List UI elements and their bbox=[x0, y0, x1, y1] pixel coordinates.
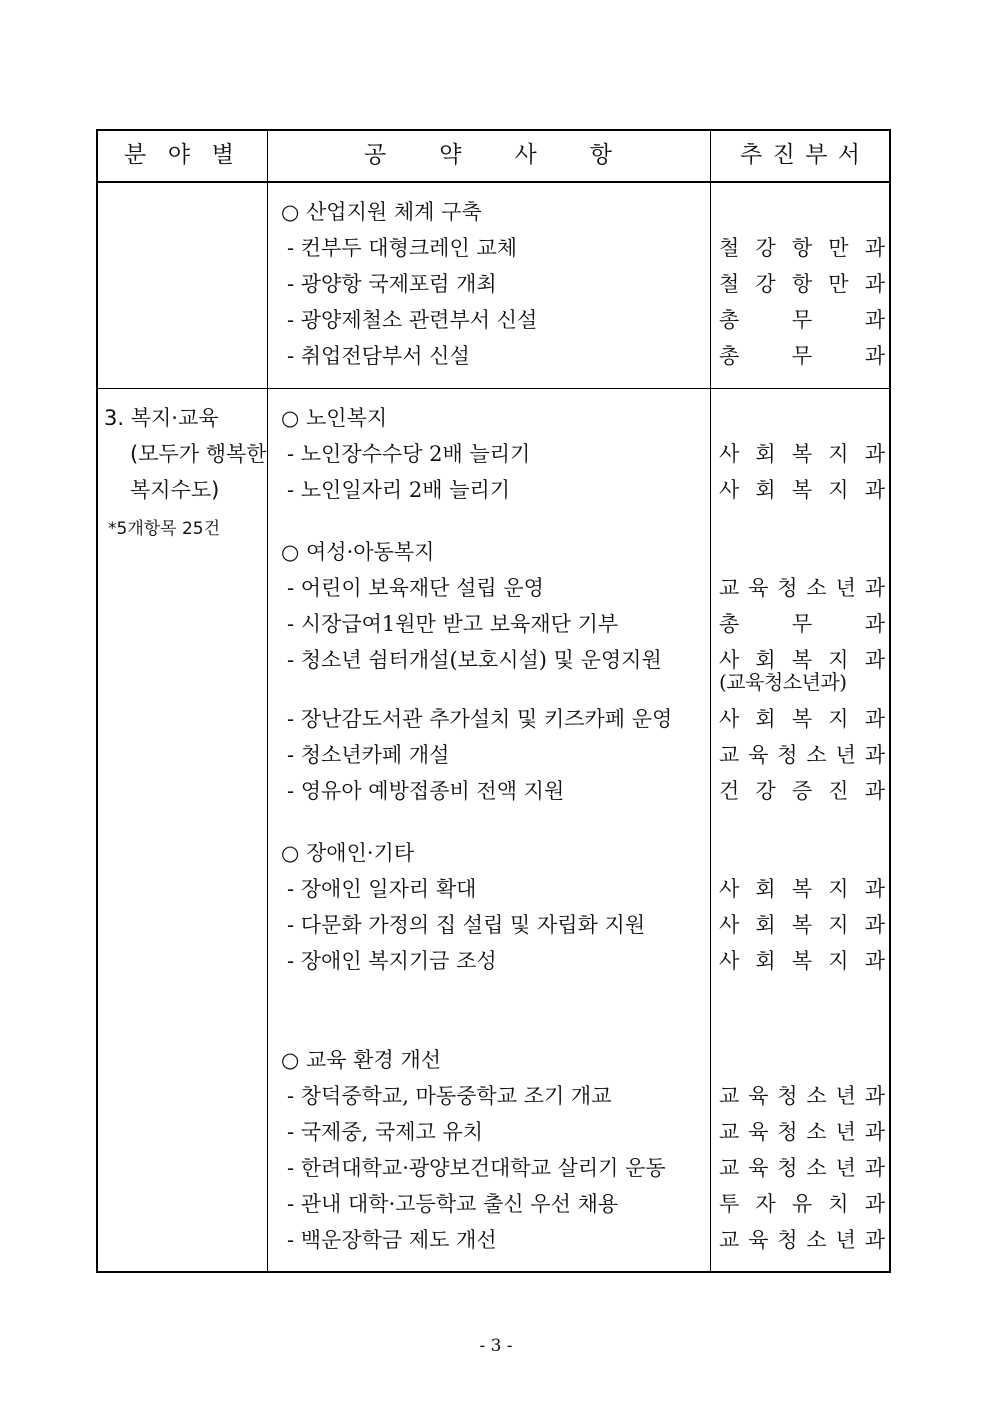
dept-char: 지 bbox=[828, 949, 849, 973]
dept-char: 과 bbox=[864, 743, 885, 767]
dept-char: 사 bbox=[719, 877, 740, 901]
dept-cell bbox=[719, 1083, 885, 1109]
dept-char: 사 bbox=[719, 648, 740, 672]
dept-cell bbox=[719, 778, 885, 804]
dept-char: 강 bbox=[755, 272, 776, 296]
dept-char: 소 bbox=[806, 743, 827, 767]
dept-char: 과 bbox=[864, 442, 885, 466]
dept-char: 복 bbox=[791, 877, 813, 901]
dept-char: 증 bbox=[791, 779, 813, 803]
dept-char: 년 bbox=[835, 1156, 856, 1180]
dept-cell bbox=[719, 1191, 885, 1217]
dept-char: 건 bbox=[719, 779, 740, 803]
dept-char: 청 bbox=[777, 1120, 798, 1144]
dept-cell bbox=[719, 477, 885, 503]
dept-cell bbox=[719, 1119, 885, 1145]
dept-char: 년 bbox=[835, 576, 856, 600]
dept-char: 무 bbox=[791, 308, 813, 332]
dept-char: 복 bbox=[791, 648, 813, 672]
dept-char: 과 bbox=[864, 612, 885, 636]
dept-cell bbox=[719, 575, 885, 601]
dept-char: 복 bbox=[791, 949, 813, 973]
dept-char: 청 bbox=[777, 576, 798, 600]
dept-char: 과 bbox=[864, 877, 885, 901]
pledge-item: - 관내 대학·고등학교 출신 우선 채용 bbox=[287, 1192, 619, 1216]
group-title: ○ 장애인·기타 bbox=[281, 841, 415, 865]
page-number: - 3 - bbox=[479, 1336, 513, 1356]
dept-char: 철 bbox=[719, 236, 740, 260]
dept-cell bbox=[719, 706, 885, 732]
pledge-item: - 청소년카페 개설 bbox=[287, 743, 450, 767]
field-subtitle: (모두가 행복한 bbox=[130, 442, 267, 466]
dept-char: 무 bbox=[791, 612, 813, 636]
dept-char: 육 bbox=[748, 1084, 769, 1108]
dept-char: 총 bbox=[719, 612, 740, 636]
pledge-item: - 컨부두 대형크레인 교체 bbox=[287, 236, 517, 260]
dept-char: 과 bbox=[864, 478, 885, 502]
dept-char: 회 bbox=[755, 913, 776, 937]
dept-char: 복 bbox=[791, 478, 813, 502]
pledge-item: - 국제중, 국제고 유치 bbox=[287, 1120, 484, 1144]
dept-char: 총 bbox=[719, 344, 740, 368]
dept-char: 복 bbox=[791, 707, 813, 731]
pledge-item: - 광양항 국제포럼 개최 bbox=[287, 272, 497, 296]
dept-cell-secondary: (교육청소년과) bbox=[719, 670, 847, 694]
dept-char: 청 bbox=[777, 743, 798, 767]
dept-char: 사 bbox=[719, 949, 740, 973]
pledge-item: - 노인장수수당 2배 늘리기 bbox=[287, 442, 531, 466]
dept-char: 지 bbox=[828, 913, 849, 937]
dept-char: 과 bbox=[864, 913, 885, 937]
dept-char: 회 bbox=[755, 877, 776, 901]
dept-char: 교 bbox=[719, 743, 740, 767]
field-note: *5개항목 25건 bbox=[108, 519, 221, 539]
dept-char: 만 bbox=[828, 272, 849, 296]
dept-char: 유 bbox=[791, 1192, 813, 1216]
header-dept: 추 진 부 서 bbox=[740, 142, 860, 168]
group-title: ○ 산업지원 체계 구축 bbox=[281, 200, 482, 224]
column-divider-2 bbox=[710, 129, 711, 1273]
dept-char: 과 bbox=[864, 236, 885, 260]
dept-char: 무 bbox=[791, 344, 813, 368]
dept-cell bbox=[719, 611, 885, 637]
dept-char: 지 bbox=[828, 648, 849, 672]
dept-char: 회 bbox=[755, 478, 776, 502]
dept-char: 소 bbox=[806, 1228, 827, 1252]
group-title: ○ 노인복지 bbox=[281, 406, 388, 430]
dept-char: 과 bbox=[864, 648, 885, 672]
header-divider bbox=[96, 181, 891, 183]
dept-char: 지 bbox=[828, 478, 849, 502]
pledge-item: - 장애인 일자리 확대 bbox=[287, 877, 477, 901]
dept-cell bbox=[719, 1227, 885, 1253]
dept-char: 만 bbox=[828, 236, 849, 260]
dept-char: 사 bbox=[719, 913, 740, 937]
pledge-item: - 영유아 예방접종비 전액 지원 bbox=[287, 779, 565, 803]
header-pledge: 공 약 사 항 bbox=[364, 142, 612, 168]
dept-char: 소 bbox=[806, 1120, 827, 1144]
dept-char: 복 bbox=[791, 442, 813, 466]
dept-char: 사 bbox=[719, 442, 740, 466]
pledge-item: - 노인일자리 2배 늘리기 bbox=[287, 478, 511, 502]
dept-char: 과 bbox=[864, 1192, 885, 1216]
dept-char: 회 bbox=[755, 949, 776, 973]
dept-char: 과 bbox=[864, 308, 885, 332]
dept-char: 사 bbox=[719, 478, 740, 502]
dept-char: 진 bbox=[828, 779, 849, 803]
dept-char: 육 bbox=[748, 576, 769, 600]
dept-char: 육 bbox=[748, 743, 769, 767]
dept-char: 과 bbox=[864, 1228, 885, 1252]
pledge-item: - 광양제철소 관련부서 신설 bbox=[287, 308, 538, 332]
dept-char: 지 bbox=[828, 707, 849, 731]
dept-cell bbox=[719, 271, 885, 297]
dept-char: 회 bbox=[755, 442, 776, 466]
dept-char: 년 bbox=[835, 1084, 856, 1108]
dept-char: 총 bbox=[719, 308, 740, 332]
dept-char: 소 bbox=[806, 1084, 827, 1108]
dept-char: 교 bbox=[719, 1084, 740, 1108]
header-field: 분 야 별 bbox=[124, 142, 234, 168]
dept-char: 청 bbox=[777, 1156, 798, 1180]
dept-char: 사 bbox=[719, 707, 740, 731]
dept-char: 년 bbox=[835, 1228, 856, 1252]
dept-char: 교 bbox=[719, 1156, 740, 1180]
pledge-item: - 어린이 보육재단 설립 운영 bbox=[287, 576, 544, 600]
dept-char: 회 bbox=[755, 707, 776, 731]
dept-cell bbox=[719, 876, 885, 902]
dept-cell bbox=[719, 912, 885, 938]
dept-cell bbox=[719, 1155, 885, 1181]
dept-char: 과 bbox=[864, 344, 885, 368]
dept-cell bbox=[719, 343, 885, 369]
dept-char: 육 bbox=[748, 1156, 769, 1180]
dept-char: 교 bbox=[719, 1120, 740, 1144]
dept-char: 복 bbox=[791, 913, 813, 937]
dept-char: 지 bbox=[828, 877, 849, 901]
dept-char: 교 bbox=[719, 1228, 740, 1252]
dept-char: 과 bbox=[864, 707, 885, 731]
field-title: 3. 복지·교육 bbox=[104, 406, 219, 430]
dept-cell bbox=[719, 307, 885, 333]
dept-char: 자 bbox=[755, 1192, 776, 1216]
pledge-item: - 장난감도서관 추가설치 및 키즈카페 운영 bbox=[287, 707, 673, 731]
dept-char: 과 bbox=[864, 1156, 885, 1180]
dept-cell bbox=[719, 235, 885, 261]
dept-char: 육 bbox=[748, 1228, 769, 1252]
dept-char: 육 bbox=[748, 1120, 769, 1144]
dept-char: 과 bbox=[864, 1084, 885, 1108]
dept-char: 투 bbox=[719, 1192, 740, 1216]
group-title: ○ 교육 환경 개선 bbox=[281, 1048, 442, 1072]
dept-char: 과 bbox=[864, 272, 885, 296]
dept-char: 과 bbox=[864, 576, 885, 600]
dept-char: 지 bbox=[828, 442, 849, 466]
dept-char: 년 bbox=[835, 1120, 856, 1144]
pledge-item: - 한려대학교·광양보건대학교 살리기 운동 bbox=[287, 1156, 666, 1180]
dept-char: 년 bbox=[835, 743, 856, 767]
dept-char: 철 bbox=[719, 272, 740, 296]
pledge-item: - 취업전담부서 신설 bbox=[287, 344, 470, 368]
dept-cell bbox=[719, 441, 885, 467]
dept-char: 치 bbox=[828, 1192, 849, 1216]
field-subtitle-2: 복지수도) bbox=[130, 478, 220, 502]
dept-cell bbox=[719, 948, 885, 974]
pledge-item: - 청소년 쉼터개설(보호시설) 및 운영지원 bbox=[287, 648, 662, 672]
pledge-item: - 장애인 복지기금 조성 bbox=[287, 949, 497, 973]
dept-char: 교 bbox=[719, 576, 740, 600]
dept-char: 청 bbox=[777, 1084, 798, 1108]
dept-char: 과 bbox=[864, 1120, 885, 1144]
dept-char: 과 bbox=[864, 949, 885, 973]
dept-char: 항 bbox=[791, 236, 813, 260]
dept-char: 과 bbox=[864, 779, 885, 803]
dept-char: 소 bbox=[806, 576, 827, 600]
dept-char: 청 bbox=[777, 1228, 798, 1252]
dept-char: 회 bbox=[755, 648, 776, 672]
pledge-item: - 다문화 가정의 집 설립 및 자립화 지원 bbox=[287, 913, 646, 937]
dept-char: 항 bbox=[791, 272, 813, 296]
dept-char: 강 bbox=[755, 779, 776, 803]
pledge-item: - 창덕중학교, 마동중학교 조기 개교 bbox=[287, 1084, 612, 1108]
section-divider bbox=[96, 388, 891, 389]
pledge-item: - 시장급여1원만 받고 보육재단 기부 bbox=[287, 612, 619, 636]
dept-char: 소 bbox=[806, 1156, 827, 1180]
pledge-item: - 백운장학금 제도 개선 bbox=[287, 1228, 497, 1252]
group-title: ○ 여성·아동복지 bbox=[281, 540, 435, 564]
column-divider-1 bbox=[267, 129, 268, 1273]
dept-char: 강 bbox=[755, 236, 776, 260]
dept-cell bbox=[719, 742, 885, 768]
